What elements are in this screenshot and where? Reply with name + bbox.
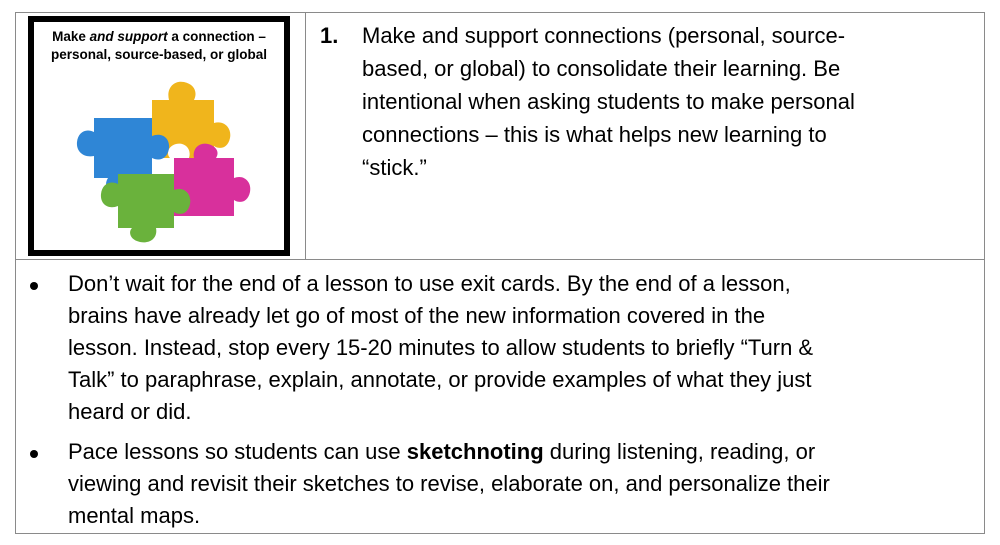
text-segment: during listening, reading, or [543, 439, 816, 464]
image-caption [34, 28, 284, 64]
text-line: mental maps. [68, 503, 201, 528]
numbered-item-text [362, 19, 972, 184]
image-cell [16, 13, 306, 259]
caption-line-2: personal, source-based, or global [50, 47, 268, 62]
bold-term: sketchnoting [406, 439, 544, 464]
caption-text: Make [52, 29, 90, 44]
text-line: intentional when asking students to make personal [362, 89, 855, 114]
text-line: based, or global) to consolidate their learning. Be [362, 56, 841, 81]
text-line: Talk” to paraphrase, explain, annotate, or provide examples of what they just [68, 367, 812, 392]
table-row-bottom [16, 260, 984, 534]
text-line: connections – this is what helps new learning to [362, 122, 827, 147]
bullet-text [68, 436, 978, 532]
text-line: “stick.” [362, 155, 427, 180]
caption-text: a connection – [167, 29, 266, 44]
bullet-text [68, 268, 978, 428]
bullet-icon [30, 282, 38, 290]
text-line: heard or did. [68, 399, 192, 424]
bullet-icon [30, 450, 38, 458]
puzzle-image-frame [28, 16, 290, 256]
content-table [15, 12, 985, 534]
puzzle-pieces-icon [74, 78, 254, 243]
text-line: brains have already let go of most of the new information covered in the [68, 303, 766, 328]
caption-italic: and support [89, 29, 168, 44]
text-segment: Pace lessons so students can use [68, 439, 407, 464]
text-line: Don’t wait for the end of a lesson to use exit cards. By the end of a lesson, [68, 271, 791, 296]
table-row-top [16, 13, 984, 260]
item-number: 1. [320, 23, 339, 48]
numbered-item-cell [306, 13, 984, 259]
text-line: viewing and revisit their sketches to revise, elaborate on, and personalize their [68, 471, 830, 496]
text-line: lesson. Instead, stop every 15-20 minutes to allow students to briefly “Turn & [68, 335, 814, 360]
text-line: Make and support connections (personal, source- [362, 23, 846, 48]
